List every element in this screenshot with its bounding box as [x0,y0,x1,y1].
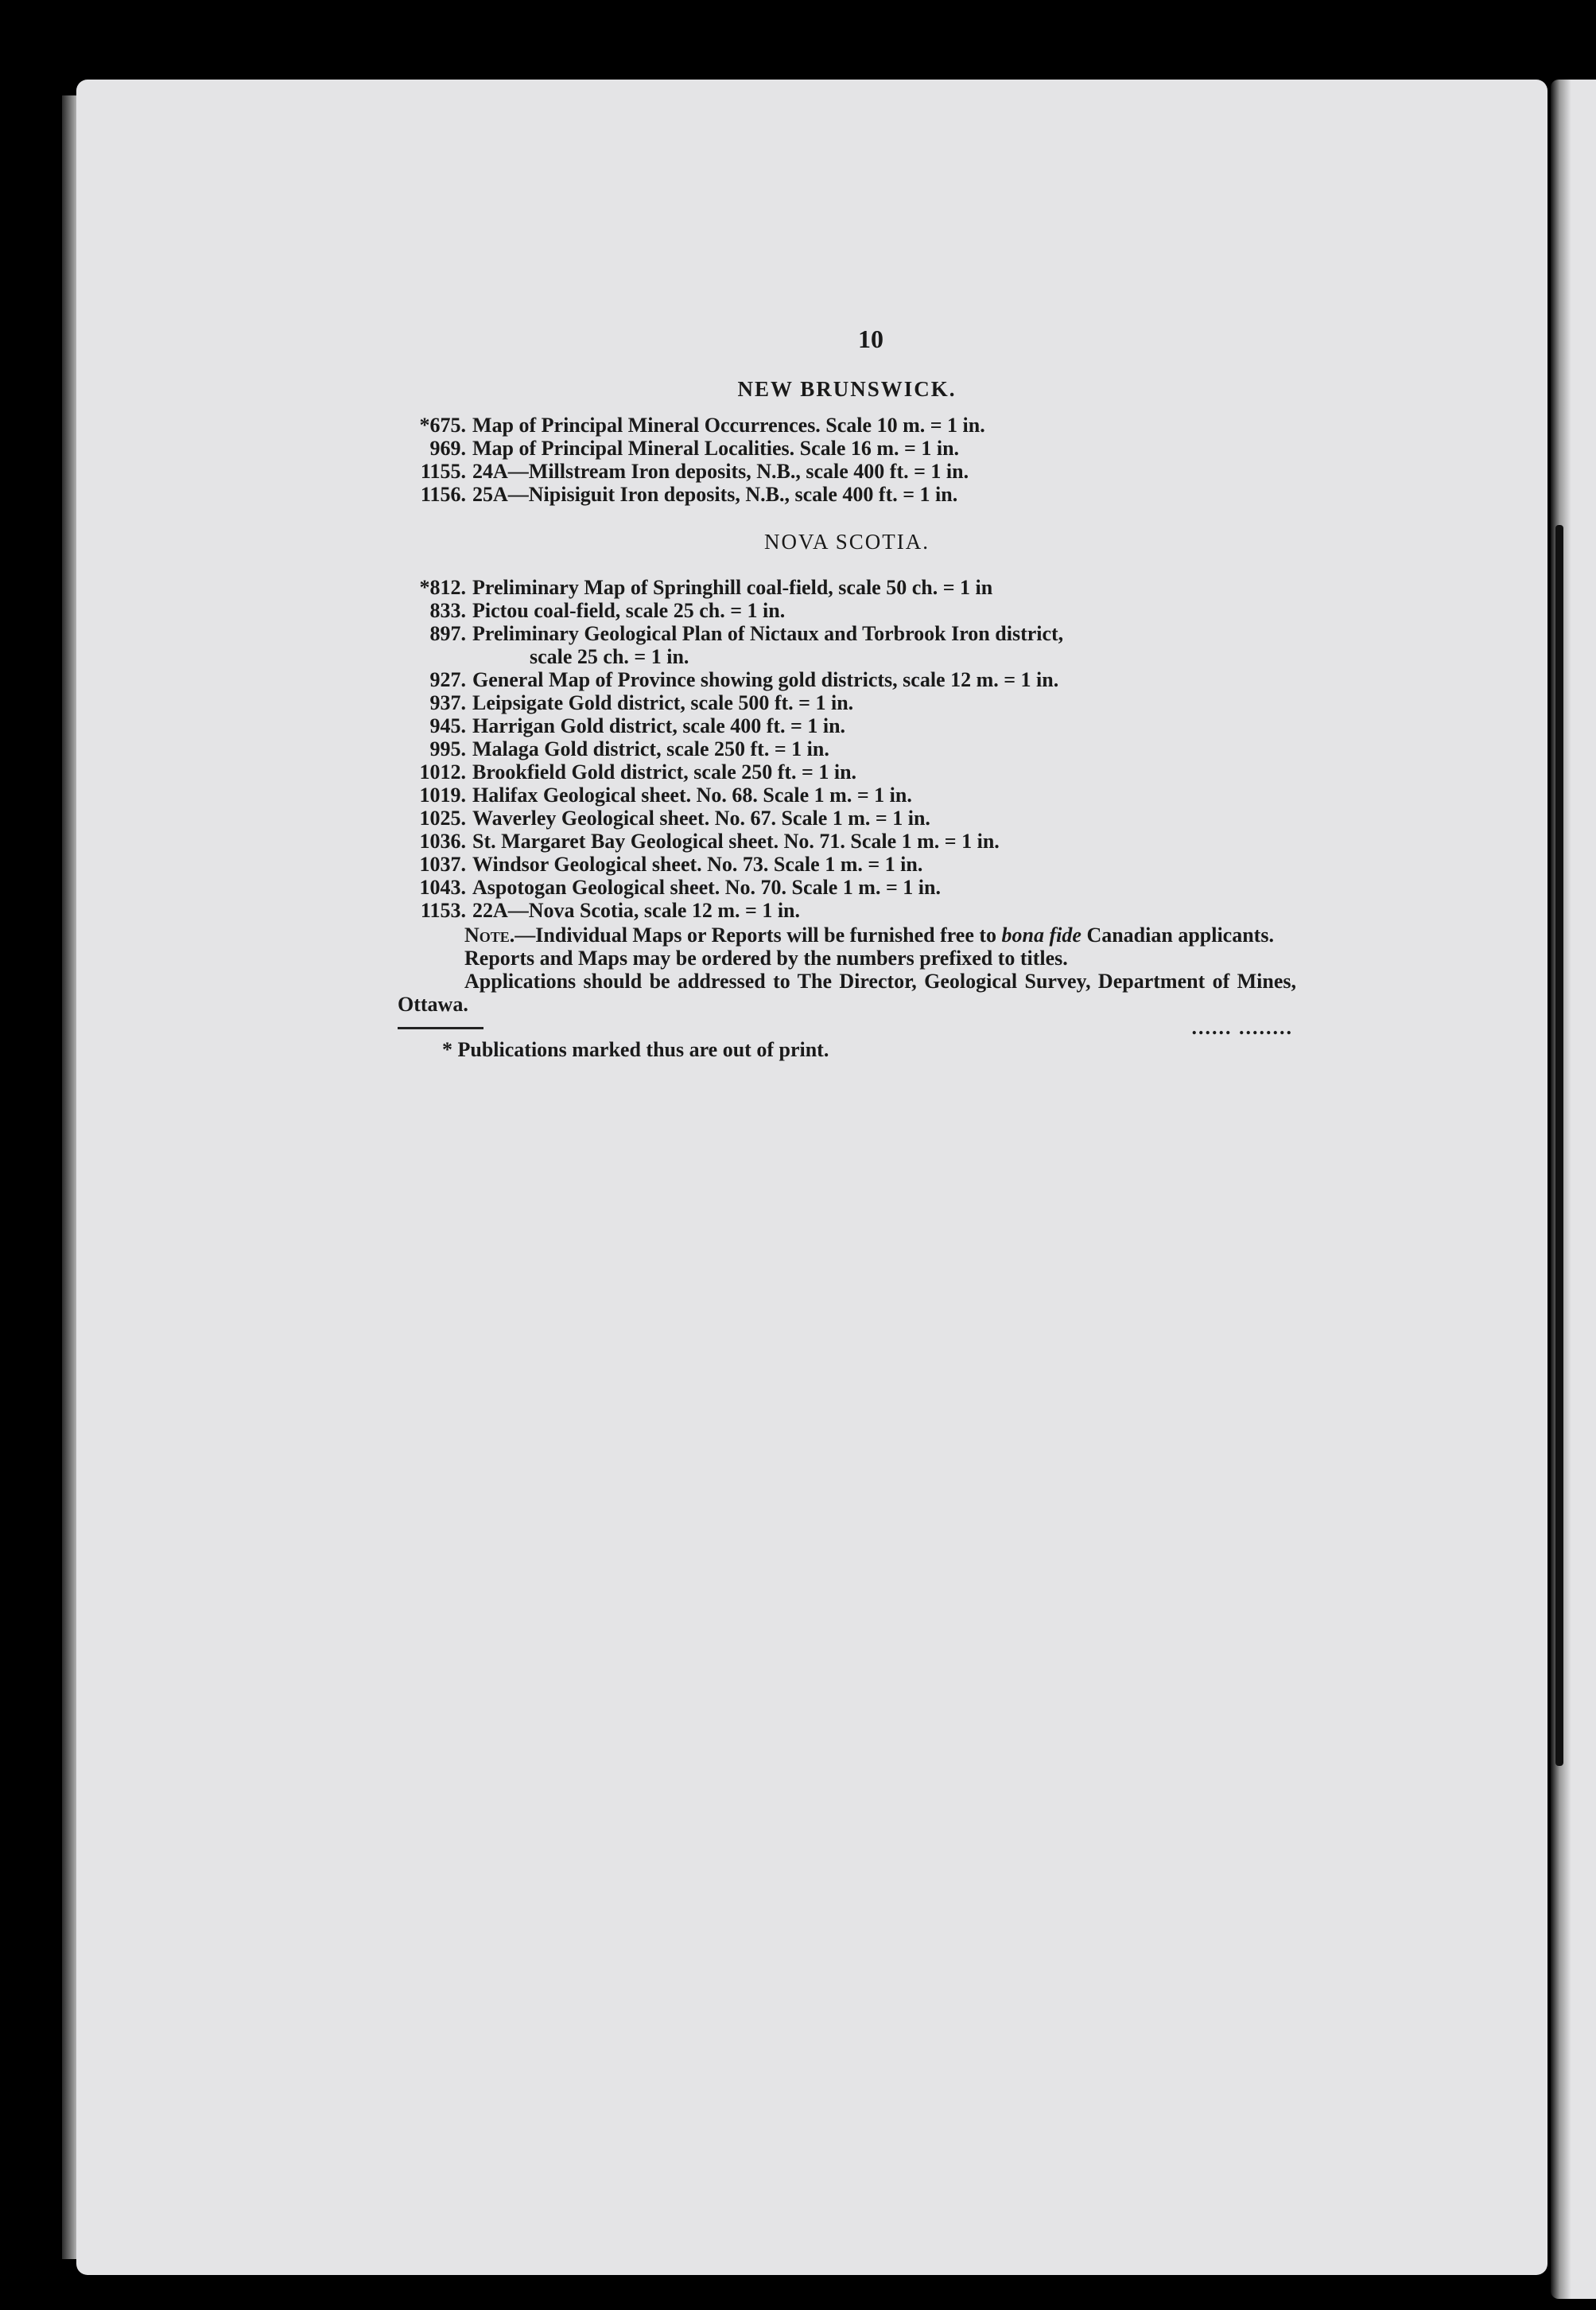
entry-title-line: Preliminary Geological Plan of Nictaux and Torbrook Iron district, [472,622,1064,645]
section-heading-nova-scotia: NOVA SCOTIA. [763,530,930,554]
entry-title: Pictou coal-field, scale 25 ch. = 1 in. [472,599,786,622]
entry-number: 1155. [420,460,466,483]
entry-title: 22A—Nova Scotia, scale 12 m. = 1 in. [472,899,801,922]
nova-scotia-list [398,576,1296,922]
note-italic-text: bona fide [1001,924,1081,947]
note-label: Note. [464,924,515,947]
entry-number: 1036. [419,830,466,853]
entry-number: 1019. [419,784,466,807]
list-item [398,599,1296,622]
entry-title: Waverley Geological sheet. No. 67. Scale 1 m. = 1 in. [472,807,930,830]
list-item [398,714,1296,737]
entry-number: 833. [429,599,466,622]
page-content [398,325,1296,1062]
list-item [398,576,1296,599]
entry-title: Map of Principal Mineral Localities. Scale 16 m. = 1 in. [472,437,960,460]
footnote-rule [398,1027,483,1029]
entry-number: 1043. [419,876,466,899]
entry-number: 897. [429,622,466,645]
entry-number: *675. [419,414,466,437]
list-item [398,437,1296,460]
list-item [398,876,1296,899]
entry-title [472,622,1296,668]
entry-title: Halifax Geological sheet. No. 68. Scale 1 m. = 1 in. [472,784,912,807]
list-item [398,460,1296,483]
list-item [398,807,1296,830]
entry-number: 1156. [420,483,466,506]
entry-title: Malaga Gold district, scale 250 ft. = 1 in. [472,737,829,760]
dot-leader: ...... ........ [1191,1016,1293,1039]
entry-title: Brookfield Gold district, scale 250 ft. = 1 in. [472,760,857,784]
section-heading-new-brunswick: NEW BRUNSWICK. [737,377,957,401]
list-item [398,622,1296,668]
list-item [398,760,1296,784]
entry-title: Map of Principal Mineral Occurrences. Scale 10 m. = 1 in. [472,414,985,437]
entry-title: Preliminary Map of Springhill coal-field, scale 50 ch. = 1 in [472,576,993,599]
new-brunswick-list [398,414,1296,506]
entry-number: 1012. [419,760,466,784]
note-text-end: Canadian applicants. [1081,924,1274,947]
note-block [398,924,1296,1016]
entry-title: St. Margaret Bay Geological sheet. No. 71. Scale 1 m. = 1 in. [472,830,1000,853]
list-item [398,899,1296,922]
entry-title-continuation: scale 25 ch. = 1 in. [530,645,689,668]
entry-title: Harrigan Gold district, scale 400 ft. = 1 in. [472,714,846,737]
page-number: 10 [858,325,883,353]
list-item [398,830,1296,853]
list-item [398,414,1296,437]
entry-number: 1025. [419,807,466,830]
entry-title: Windsor Geological sheet. No. 73. Scale 1 m. = 1 in. [472,853,923,876]
note-paragraph-3: Applications should be addressed to The Director, Geological Survey, Department of Mines, Ottawa. [398,970,1296,1016]
entry-number: *812. [419,576,466,599]
list-item [398,483,1296,506]
entry-title: 25A—Nipisiguit Iron deposits, N.B., scale 400 ft. = 1 in. [472,483,958,506]
entry-title: General Map of Province showing gold districts, scale 12 m. = 1 in. [472,668,1059,691]
entry-number: 969. [429,437,466,460]
entry-number: 1153. [420,899,466,922]
note-paragraph-2: Reports and Maps may be ordered by the numbers prefixed to titles. [464,947,1068,970]
footnote-separator [398,1016,1296,1043]
list-item [398,784,1296,807]
entry-number: 995. [429,737,466,760]
entry-number: 945. [429,714,466,737]
note-text: —Individual Maps or Reports will be furnished free to [515,924,1002,947]
entry-number: 1037. [419,853,466,876]
entry-title: 24A—Millstream Iron deposits, N.B., scale 400 ft. = 1 in. [472,460,969,483]
footnote: * Publications marked thus are out of print. [442,1038,829,1061]
list-item [398,853,1296,876]
entry-number: 937. [429,691,466,714]
adjacent-page-mark [1555,525,1563,1766]
list-item [398,668,1296,691]
entry-title: Aspotogan Geological sheet. No. 70. Scale 1 m. = 1 in. [472,876,941,899]
list-item [398,737,1296,760]
entry-title: Leipsigate Gold district, scale 500 ft. = 1 in. [472,691,854,714]
entry-number: 927. [429,668,466,691]
note-paragraph-1 [398,924,1296,947]
list-item [398,691,1296,714]
